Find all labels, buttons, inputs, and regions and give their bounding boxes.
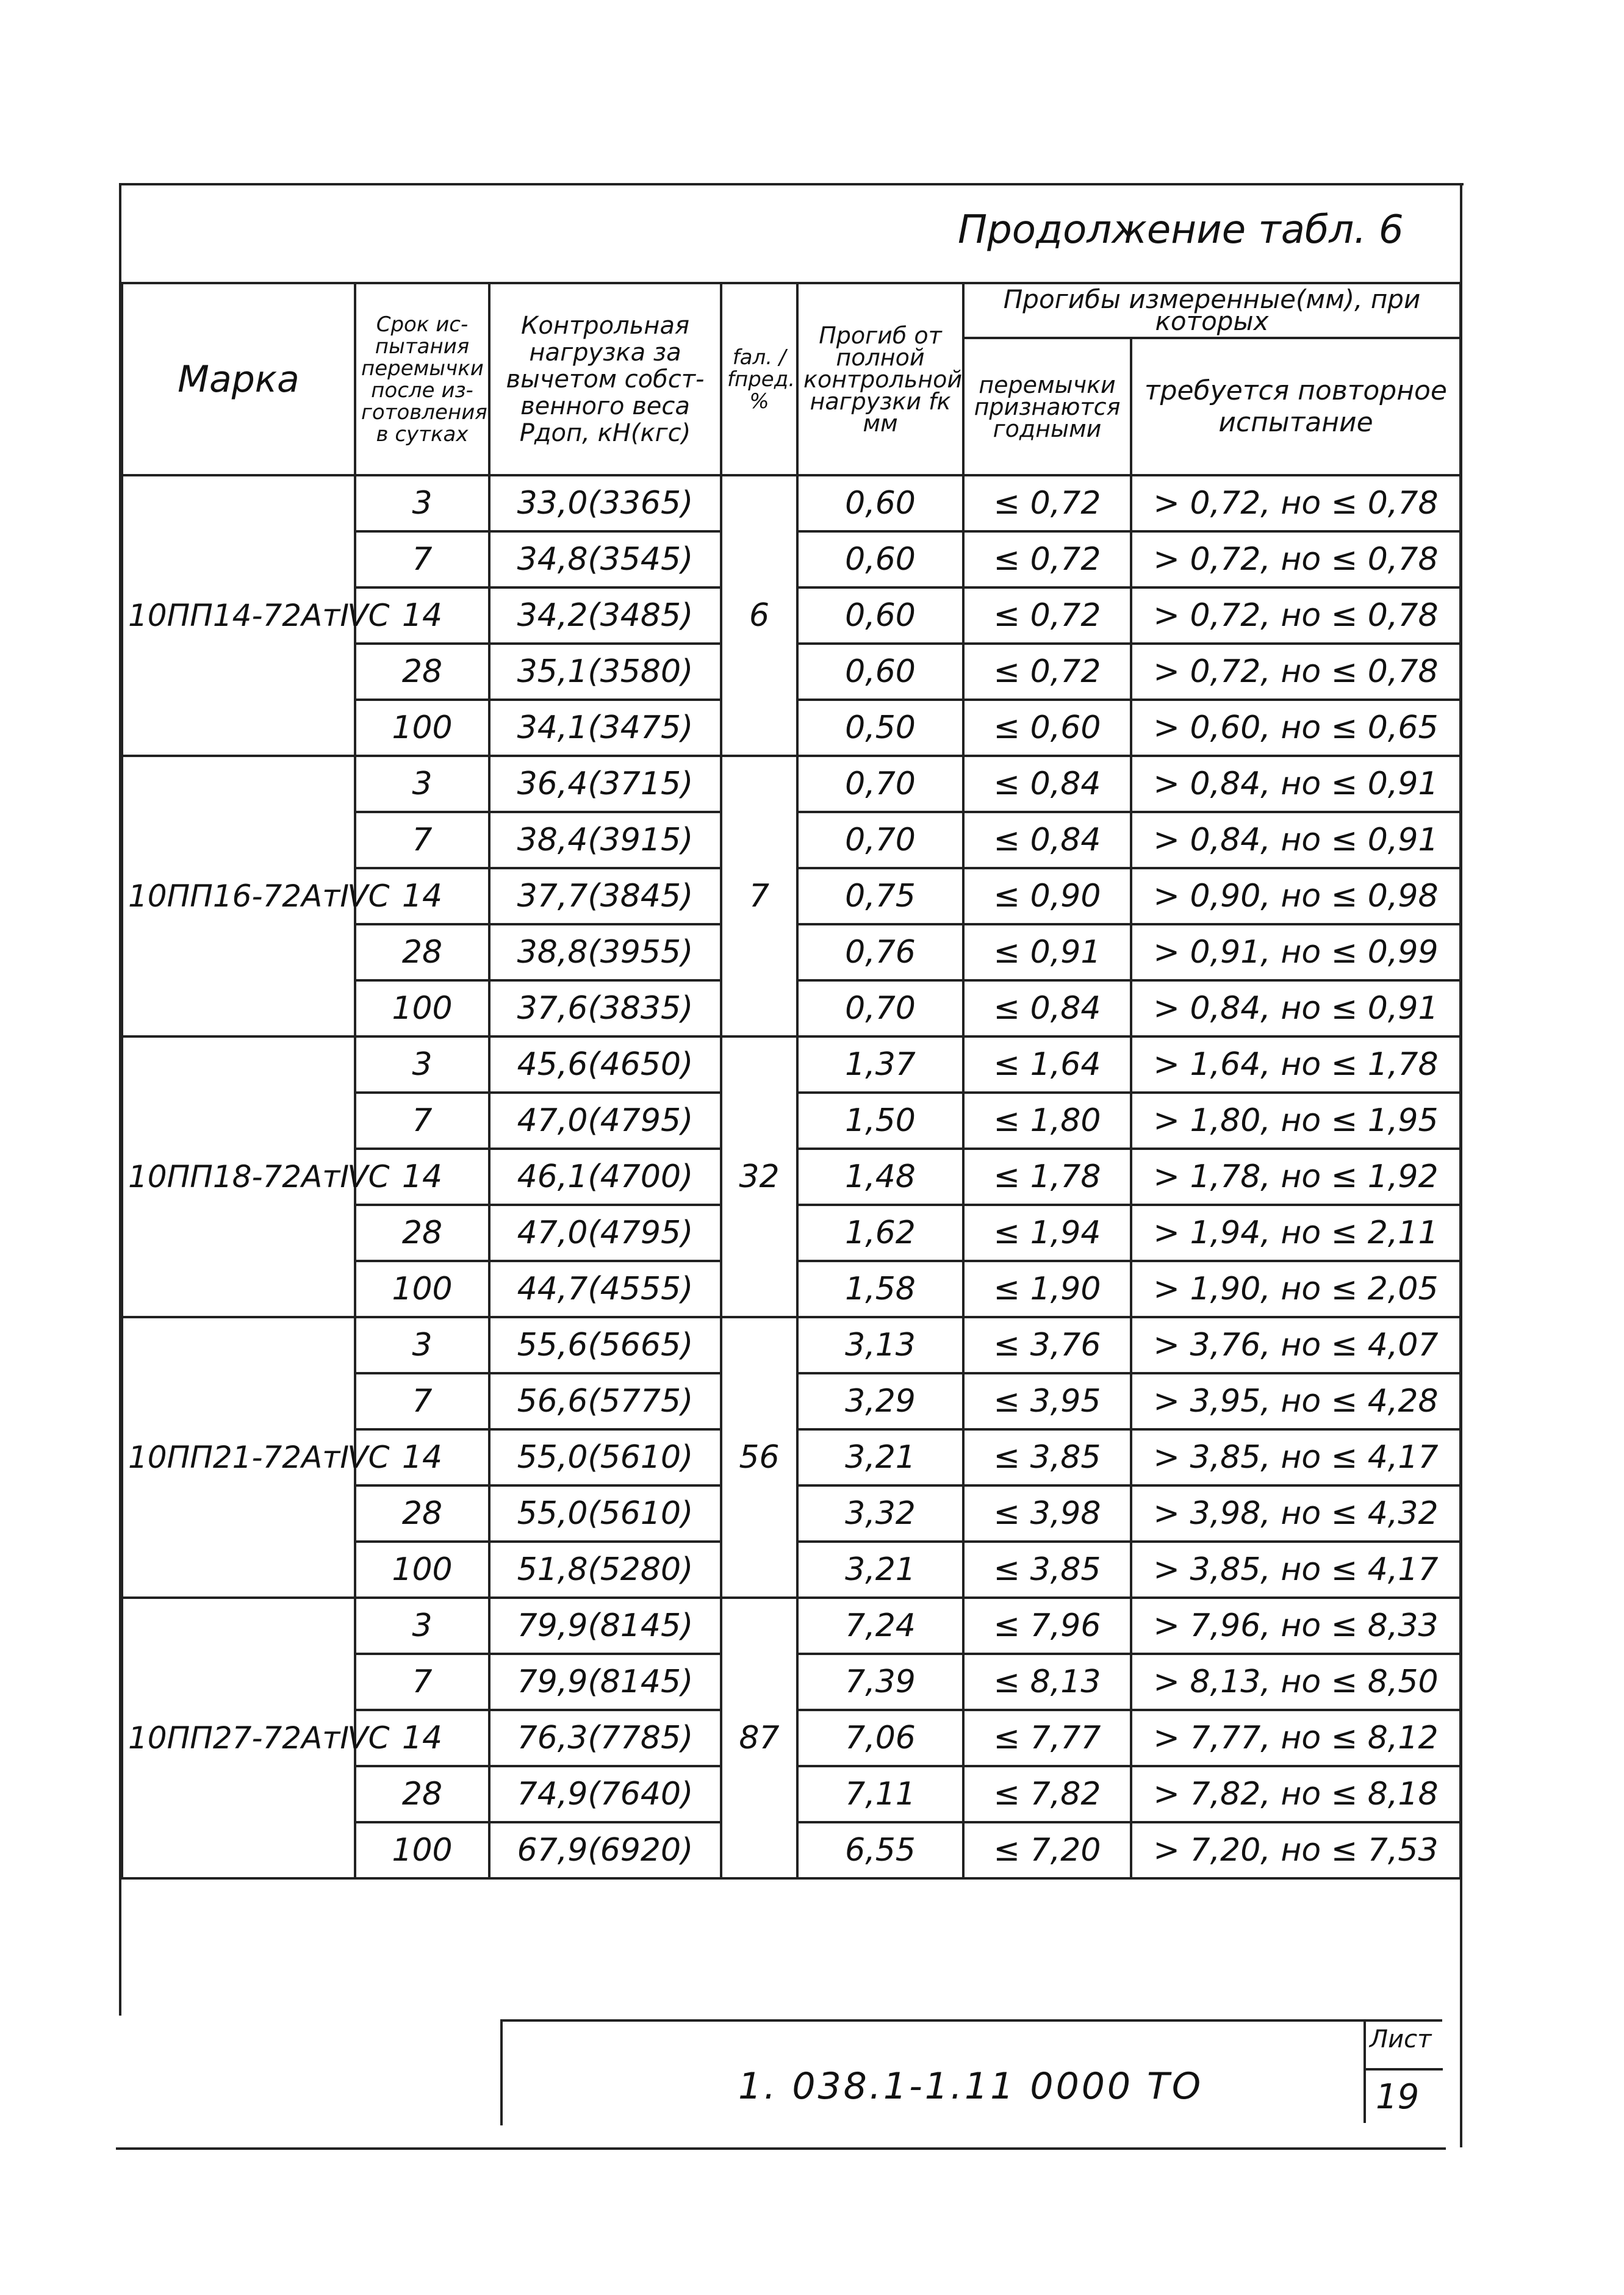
days-cell: 3 [355,1598,489,1654]
table-body [122,475,1461,1878]
accepted-cell: ≤ 0,91 [963,924,1131,980]
days-cell: 100 [355,1822,489,1878]
deflection-cell: 3,13 [797,1317,963,1373]
deflection-cell: 0,60 [797,475,963,531]
load-cell: 67,9(6920) [489,1822,721,1878]
accepted-cell: ≤ 7,77 [963,1710,1131,1766]
f-ratio-cell: 56 [721,1317,797,1598]
retest-cell: > 0,84, но ≤ 0,91 [1131,980,1461,1036]
f-ratio-cell: 7 [721,756,797,1036]
days-cell: 7 [355,1654,489,1710]
accepted-cell: ≤ 0,60 [963,700,1131,756]
marka-cell: 10ПП27-72АтⅣС [122,1598,355,1878]
retest-cell: > 7,96, но ≤ 8,33 [1131,1598,1461,1654]
days-cell: 28 [355,1766,489,1822]
days-cell: 3 [355,756,489,812]
deflection-cell: 1,58 [797,1261,963,1317]
accepted-cell: ≤ 3,98 [963,1485,1131,1542]
header-marka: Марка [122,283,355,475]
retest-cell: > 7,82, но ≤ 8,18 [1131,1766,1461,1822]
f-ratio-cell: 32 [721,1036,797,1317]
load-cell: 34,8(3545) [489,531,721,587]
accepted-cell: ≤ 1,64 [963,1036,1131,1093]
accepted-cell: ≤ 0,72 [963,644,1131,700]
retest-cell: > 0,72, но ≤ 0,78 [1131,531,1461,587]
header-progiby-group: Прогибы измеренные(мм), при которых [963,283,1461,338]
marka-cell: 10ПП18-72АтⅣС [122,1036,355,1317]
accepted-cell: ≤ 8,13 [963,1654,1131,1710]
table-caption: Продолжение табл. 6 [958,207,1404,253]
deflection-cell: 0,70 [797,756,963,812]
deflection-cell: 1,48 [797,1149,963,1205]
days-cell: 28 [355,1485,489,1542]
marka-cell: 10ПП16-72АтⅣС [122,756,355,1036]
deflection-cell: 3,21 [797,1429,963,1485]
accepted-cell: ≤ 3,76 [963,1317,1131,1373]
load-cell: 37,7(3845) [489,868,721,924]
retest-cell: > 8,13, но ≤ 8,50 [1131,1654,1461,1710]
accepted-cell: ≤ 1,90 [963,1261,1131,1317]
days-cell: 100 [355,980,489,1036]
load-cell: 45,6(4650) [489,1036,721,1093]
load-cell: 79,9(8145) [489,1598,721,1654]
header-godnymi: перемычки признаются годными [963,338,1131,475]
header-f-ratio: fал. / fпред. % [721,283,797,475]
marka-cell: 10ПП14-72АтⅣС [122,475,355,756]
table-row [122,756,1461,812]
deflection-cell: 7,24 [797,1598,963,1654]
load-cell: 55,6(5665) [489,1317,721,1373]
retest-cell: > 7,77, но ≤ 8,12 [1131,1710,1461,1766]
days-cell: 100 [355,1542,489,1598]
sheet-label: Лист [1370,2025,1432,2053]
header-srok: Срок ис-пытания перемычки после из-готовления в сутках [355,283,489,475]
accepted-cell: ≤ 0,90 [963,868,1131,924]
deflection-cell: 1,37 [797,1036,963,1093]
load-cell: 79,9(8145) [489,1654,721,1710]
retest-cell: > 0,84, но ≤ 0,91 [1131,812,1461,868]
days-cell: 7 [355,812,489,868]
retest-cell: > 1,64, но ≤ 1,78 [1131,1036,1461,1093]
retest-cell: > 0,60, но ≤ 0,65 [1131,700,1461,756]
retest-cell: > 3,85, но ≤ 4,17 [1131,1429,1461,1485]
accepted-cell: ≤ 7,82 [963,1766,1131,1822]
load-cell: 47,0(4795) [489,1093,721,1149]
retest-cell: > 3,76, но ≤ 4,07 [1131,1317,1461,1373]
load-cell: 55,0(5610) [489,1429,721,1485]
marka-cell: 10ПП21-72АтⅣС [122,1317,355,1598]
deflection-cell: 3,32 [797,1485,963,1542]
deflection-cell: 1,50 [797,1093,963,1149]
deflection-cell: 0,60 [797,587,963,644]
deflection-cell: 0,70 [797,980,963,1036]
load-cell: 76,3(7785) [489,1710,721,1766]
retest-cell: > 0,72, но ≤ 0,78 [1131,475,1461,531]
deflection-cell: 0,60 [797,531,963,587]
accepted-cell: ≤ 7,96 [963,1598,1131,1654]
retest-cell: > 1,78, но ≤ 1,92 [1131,1149,1461,1205]
accepted-cell: ≤ 3,85 [963,1429,1131,1485]
load-cell: 33,0(3365) [489,475,721,531]
deflection-cell: 0,60 [797,644,963,700]
deflection-cell: 0,70 [797,812,963,868]
days-cell: 7 [355,1093,489,1149]
load-cell: 34,1(3475) [489,700,721,756]
accepted-cell: ≤ 3,95 [963,1373,1131,1429]
days-cell: 14 [355,1429,489,1485]
accepted-cell: ≤ 0,72 [963,475,1131,531]
load-cell: 74,9(7640) [489,1766,721,1822]
days-cell: 100 [355,700,489,756]
days-cell: 7 [355,1373,489,1429]
days-cell: 28 [355,1205,489,1261]
days-cell: 14 [355,1149,489,1205]
deflection-table [121,282,1462,1880]
sheet-number: 19 [1376,2077,1420,2117]
table-row [122,1598,1461,1654]
load-cell: 55,0(5610) [489,1485,721,1542]
sheet-divider [1364,2068,1443,2071]
load-cell: 34,2(3485) [489,587,721,644]
table-row [122,1036,1461,1093]
load-cell: 36,4(3715) [489,756,721,812]
deflection-cell: 0,50 [797,700,963,756]
deflection-cell: 1,62 [797,1205,963,1261]
retest-cell: > 1,80, но ≤ 1,95 [1131,1093,1461,1149]
load-cell: 37,6(3835) [489,980,721,1036]
accepted-cell: ≤ 3,85 [963,1542,1131,1598]
retest-cell: > 1,94, но ≤ 2,11 [1131,1205,1461,1261]
days-cell: 14 [355,1710,489,1766]
load-cell: 44,7(4555) [489,1261,721,1317]
retest-cell: > 1,90, но ≤ 2,05 [1131,1261,1461,1317]
accepted-cell: ≤ 0,84 [963,812,1131,868]
retest-cell: > 0,72, но ≤ 0,78 [1131,587,1461,644]
bottom-rule [116,2147,1446,2150]
load-cell: 47,0(4795) [489,1205,721,1261]
days-cell: 14 [355,868,489,924]
f-ratio-cell: 87 [721,1598,797,1878]
deflection-cell: 6,55 [797,1822,963,1878]
accepted-cell: ≤ 0,72 [963,587,1131,644]
load-cell: 38,4(3915) [489,812,721,868]
header-povtornoe: требуется повторное испытание [1131,338,1461,475]
days-cell: 100 [355,1261,489,1317]
deflection-cell: 7,11 [797,1766,963,1822]
deflection-cell: 0,75 [797,868,963,924]
days-cell: 3 [355,1036,489,1093]
retest-cell: > 0,90, но ≤ 0,98 [1131,868,1461,924]
load-cell: 51,8(5280) [489,1542,721,1598]
deflection-cell: 3,21 [797,1542,963,1598]
accepted-cell: ≤ 1,94 [963,1205,1131,1261]
accepted-cell: ≤ 1,78 [963,1149,1131,1205]
accepted-cell: ≤ 1,80 [963,1093,1131,1149]
retest-cell: > 7,20, но ≤ 7,53 [1131,1822,1461,1878]
retest-cell: > 0,91, но ≤ 0,99 [1131,924,1461,980]
table-row [122,475,1461,531]
load-cell: 35,1(3580) [489,644,721,700]
header-nagruzka: Контрольная нагрузка за вычетом собст-венного веса Рдоп, кН(кгс) [489,283,721,475]
days-cell: 14 [355,587,489,644]
retest-cell: > 3,98, но ≤ 4,32 [1131,1485,1461,1542]
deflection-cell: 3,29 [797,1373,963,1429]
deflection-cell: 0,76 [797,924,963,980]
accepted-cell: ≤ 0,84 [963,980,1131,1036]
days-cell: 3 [355,475,489,531]
f-ratio-cell: 6 [721,475,797,756]
load-cell: 56,6(5775) [489,1373,721,1429]
load-cell: 46,1(4700) [489,1149,721,1205]
days-cell: 28 [355,924,489,980]
days-cell: 3 [355,1317,489,1373]
deflection-cell: 7,39 [797,1654,963,1710]
days-cell: 28 [355,644,489,700]
retest-cell: > 0,72, но ≤ 0,78 [1131,644,1461,700]
accepted-cell: ≤ 0,84 [963,756,1131,812]
table-row [122,1317,1461,1373]
retest-cell: > 3,85, но ≤ 4,17 [1131,1542,1461,1598]
load-cell: 38,8(3955) [489,924,721,980]
retest-cell: > 3,95, но ≤ 4,28 [1131,1373,1461,1429]
days-cell: 7 [355,531,489,587]
deflection-cell: 7,06 [797,1710,963,1766]
accepted-cell: ≤ 7,20 [963,1822,1131,1878]
document-code: 1. 038.1-1.11 0000 ТО [738,2065,1204,2108]
retest-cell: > 0,84, но ≤ 0,91 [1131,756,1461,812]
header-progib: Прогиб от полной контрольной нагрузки fк мм [797,283,963,475]
accepted-cell: ≤ 0,72 [963,531,1131,587]
